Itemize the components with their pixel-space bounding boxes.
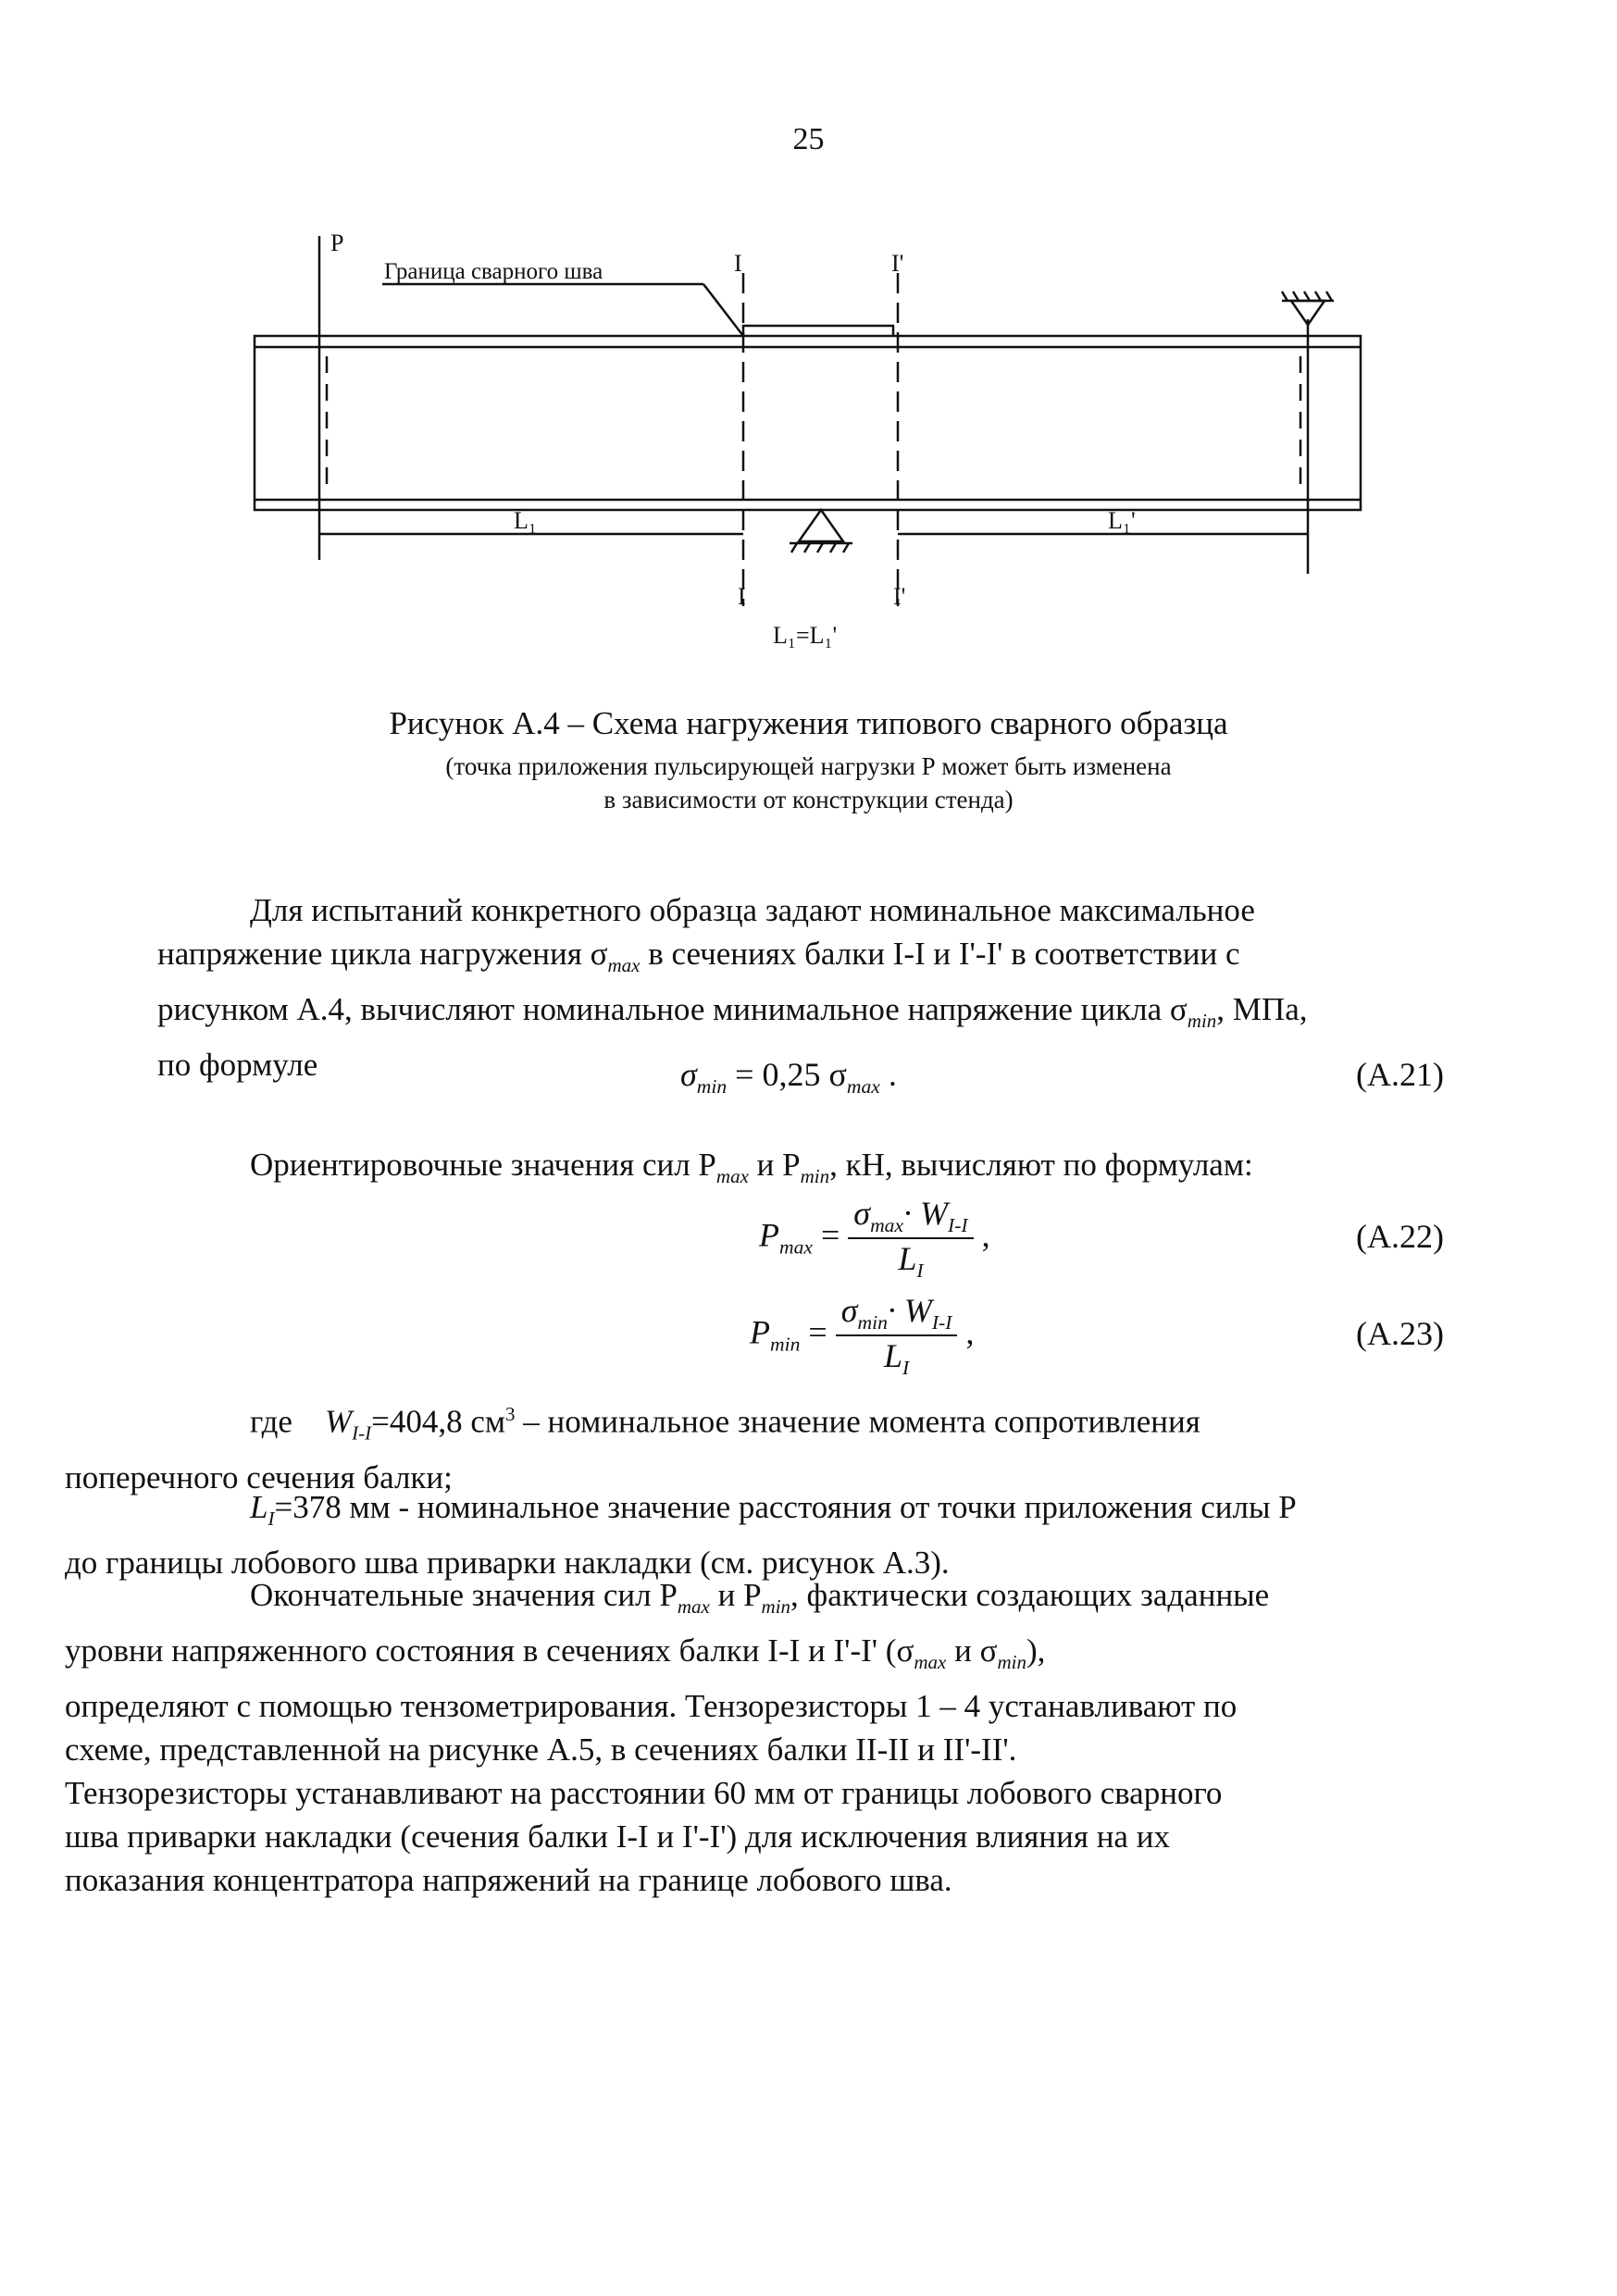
- label-l1-prime: L₁': [1108, 507, 1136, 534]
- paragraph-5: Окончательные значения сил $P_{max}$ и $P_{min}$, фактически создающих заданные уровни напряженного состояния в сечениях балки I-I и I'-I' ($\sigma_{max}$ и $\sigma_{min}$), определяют с помощью тензометрирования. Тензорезисторы 1 – 4 устанавливают по схеме, представленной на рисунке А.5, в сечениях балки II-II и II'-II'. Тензорезисторы устанавливают на расстоянии 60 мм от границы лобового сварного шва приварки накладки (сечения балки I-I и I'-I') для исключения влияния на их показания концентратора напряжений на границе лобового шва.: [65, 1577, 1270, 1898]
- formula-a23: $P_{min}$ = $\frac{\sigma_{min}\cdot W_{I-I}}{L_I}$ ,: [750, 1292, 975, 1380]
- page-number: 25: [792, 122, 825, 156]
- beam-diagram: [236, 217, 1393, 671]
- paragraph-1: Для испытаний конкретного образца задают номинальное максимальное напряжение цикла нагружения $\sigma_{max}$ в сечениях балки I-I и I'-I' в соответствии с рисунком А.4, вычисляют номинальное минимальное напряжение цикла $\sigma_{min}$, МПа, по формуле: [157, 892, 1308, 1083]
- label-weld-boundary: Граница сварного шва: [384, 259, 603, 284]
- label-p: P: [330, 230, 344, 256]
- label-section-i-top: I: [734, 250, 742, 277]
- paragraph-3: где $W_{I-I}=404,8$ $см^3$ – номинальное значение момента сопротивления поперечного сечения балки;: [65, 1403, 1200, 1496]
- formula-a22: $P_{max}$ = $\frac{\sigma_{max}\cdot W_{I-I}}{L_I}$ ,: [759, 1195, 990, 1283]
- cover-plate: [743, 326, 893, 336]
- figure-note-line1: (точка приложения пульсирующей нагрузки Р может быть изменена: [445, 752, 1172, 780]
- beam-outline: [255, 336, 1361, 510]
- equation-number-a22: (А.22): [1356, 1218, 1444, 1255]
- label-equality: L₁=L₁': [773, 622, 838, 649]
- equation-number-a23: (А.23): [1356, 1315, 1444, 1352]
- loading-scheme-figure: [236, 217, 1393, 671]
- paragraph-2: Ориентировочные значения сил $P_{max}$ и $P_{min}$, кН, вычисляют по формулам:: [250, 1147, 1253, 1187]
- figure-note-line2: в зависимости от конструкции стенда): [603, 786, 1014, 813]
- label-section-i-bottom: I: [738, 583, 746, 610]
- label-section-i-prime-bottom: I': [893, 583, 906, 610]
- formula-a21: $\sigma_{min} = 0,25$ $\sigma_{max}$ .: [680, 1056, 897, 1098]
- bottom-support: [799, 510, 843, 541]
- label-section-i-prime-top: I': [891, 250, 904, 277]
- figure-caption: Рисунок А.4 – Схема нагружения типового сварного образца: [389, 705, 1228, 741]
- label-l1: L₁: [514, 507, 537, 534]
- paragraph-4: $L_I=378$ мм - номинальное значение расстояния от точки приложения силы P до границы лобового шва приварки накладки (см. рисунок А.3).: [65, 1489, 1297, 1581]
- equation-number-a21: (А.21): [1356, 1056, 1444, 1093]
- weld-leader-diagonal: [703, 284, 743, 336]
